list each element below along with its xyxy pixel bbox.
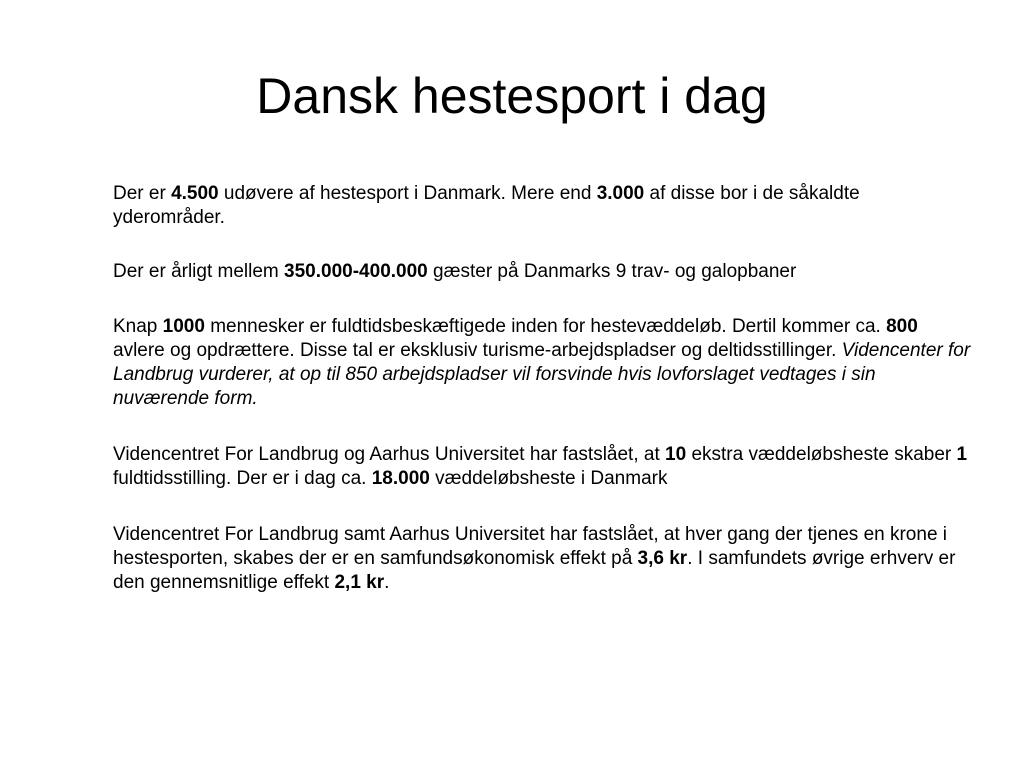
text-run: Videncentret For Landbrug samt Aarhus Universitet har fastslået, at hver gang der tjenes en krone i hestesporten, skabes der er en samfundsøkonomisk effekt på bbox=[113, 524, 948, 569]
slide-body bbox=[113, 182, 971, 625]
paragraph-gaester bbox=[113, 260, 971, 284]
paragraph-vaeddelobsheste bbox=[113, 443, 971, 491]
paragraph-samfundsokonomi bbox=[113, 523, 971, 595]
text-run-bold: 3,6 kr bbox=[637, 548, 688, 569]
text-run-bold: 350.000-400.000 bbox=[284, 261, 428, 282]
text-run: Videncentret For Landbrug og Aarhus Universitet har fastslået, at bbox=[113, 444, 666, 465]
text-run: mennesker er fuldtidsbeskæftigede inden for hestevæddeløb. Dertil kommer ca. bbox=[204, 316, 887, 337]
text-run-bold: 10 bbox=[665, 444, 687, 465]
text-run: gæster på Danmarks 9 trav- og galopbaner bbox=[427, 261, 797, 282]
text-run: udøvere af hestesport i Danmark. Mere end bbox=[218, 183, 597, 204]
slide-title: Dansk hestesport i dag bbox=[256, 68, 768, 124]
text-run-bold: 18.000 bbox=[371, 468, 430, 489]
text-run: Knap bbox=[113, 316, 163, 337]
text-run: af disse bor i de såkaldte yderområder. bbox=[113, 183, 860, 228]
text-run: ekstra væddeløbsheste skaber bbox=[686, 444, 957, 465]
paragraph-beskaeftigede bbox=[113, 315, 971, 411]
paragraph-udovere bbox=[113, 182, 971, 230]
text-run: Der er bbox=[113, 183, 172, 204]
text-run: Der er årligt mellem bbox=[113, 261, 285, 282]
text-run-bold: 2,1 kr bbox=[334, 572, 385, 593]
text-run-italic: Videncenter for Landbrug vurderer, at op til 850 arbejdspladser vil forsvinde hvis lovforslaget vedtages i sin nuværende form. bbox=[113, 340, 971, 409]
text-run: fuldtidsstilling. Der er i dag ca. bbox=[113, 468, 372, 489]
text-run-bold: 3.000 bbox=[596, 183, 645, 204]
text-run: . bbox=[384, 572, 390, 593]
text-run-bold: 1000 bbox=[162, 316, 205, 337]
text-run: avlere og opdrættere. Disse tal er eksklusiv turisme-arbejdspladser og deltidsstillinger. bbox=[113, 340, 842, 361]
text-run-bold: 1 bbox=[956, 444, 968, 465]
text-run: . I samfundets øvrige erhverv er den gennemsnitlige effekt bbox=[113, 548, 956, 593]
text-run: væddeløbsheste i Danmark bbox=[429, 468, 668, 489]
text-run-bold: 800 bbox=[886, 316, 918, 337]
text-run-bold: 4.500 bbox=[171, 183, 219, 204]
